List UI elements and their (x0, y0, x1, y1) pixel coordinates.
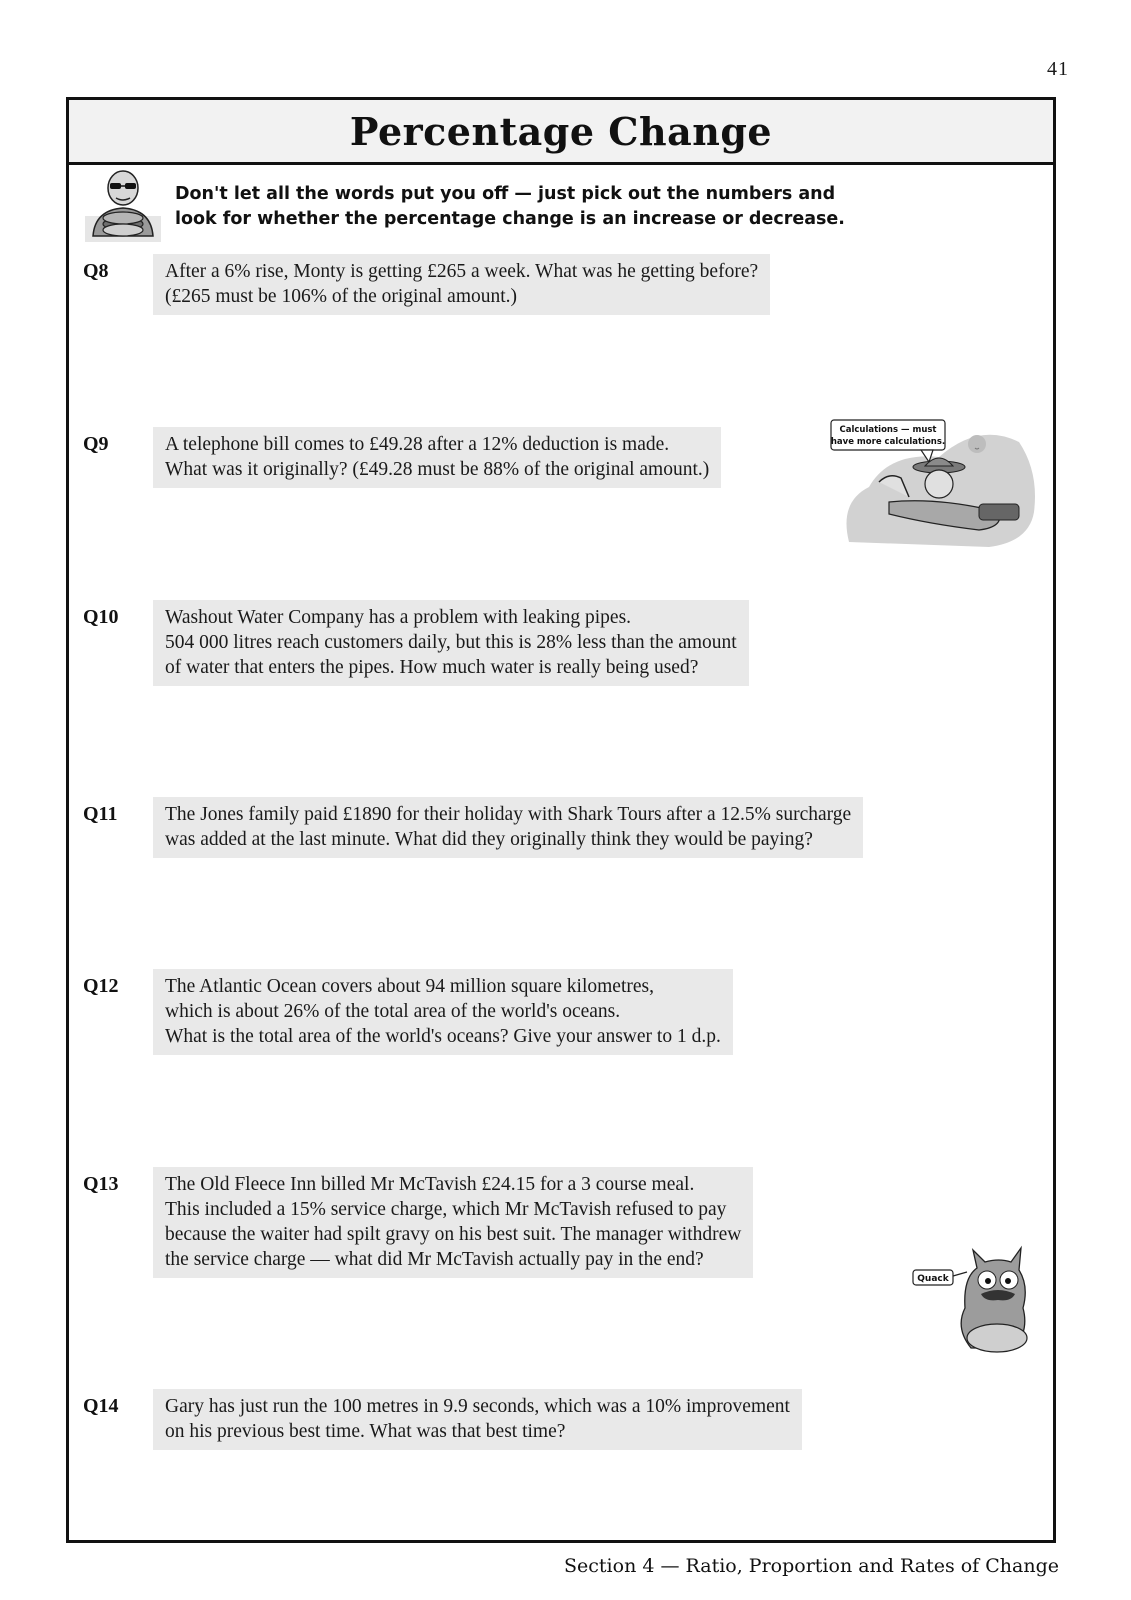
scout-speech-line: Calculations — must (839, 425, 937, 435)
question-line: on his previous best time. What was that best time? (165, 1421, 566, 1442)
owl-speech: Quack (917, 1274, 949, 1284)
scout-speech-line: have more calculations. (830, 437, 946, 447)
question-line: A telephone bill comes to £49.28 after a 12% deduction is made. (165, 434, 670, 455)
question-text-box (153, 254, 770, 315)
worksheet-frame (66, 97, 1056, 1543)
scout-calculating-illustration-icon (829, 412, 1044, 552)
question-line: What is the total area of the world's oceans? Give your answer to 1 d.p. (165, 1026, 721, 1047)
section-footer: Section 4 — Ratio, Proportion and Rates of Change (564, 1555, 1059, 1577)
question-text-box (153, 1389, 802, 1450)
page-title: Percentage Change (349, 108, 773, 154)
question-label: Q8 (83, 260, 109, 282)
question-label: Q9 (83, 433, 109, 455)
sunglasses-character-icon (83, 166, 163, 244)
tip-line: look for whether the percentage change is an increase or decrease. (175, 209, 845, 229)
tip-line: Don't let all the words put you off — just pick out the numbers and (175, 184, 836, 204)
question-line: 504 000 litres reach customers daily, but this is 28% less than the amount (165, 632, 737, 653)
question-line: the service charge — what did Mr McTavish actually pay in the end? (165, 1249, 704, 1270)
question-line: The Atlantic Ocean covers about 94 million square kilometres, (165, 976, 654, 997)
question-label: Q11 (83, 803, 118, 825)
question-line: The Old Fleece Inn billed Mr McTavish £24.15 for a 3 course meal. (165, 1174, 695, 1195)
question-line: Gary has just run the 100 metres in 9.9 seconds, which was a 10% improvement (165, 1396, 790, 1417)
question-text-box (153, 797, 863, 858)
tip-text (175, 182, 935, 232)
title-bar (69, 100, 1053, 165)
question-line: because the waiter had spilt gravy on his best suit. The manager withdrew (165, 1224, 742, 1245)
question-line: which is about 26% of the total area of the world's oceans. (165, 1001, 621, 1022)
question-line: of water that enters the pipes. How much water is really being used? (165, 657, 699, 678)
question-line: was added at the last minute. What did they originally think they would be paying? (165, 829, 813, 850)
question-line: What was it originally? (£49.28 must be 88% of the original amount.) (165, 459, 710, 480)
question-label: Q13 (83, 1173, 119, 1195)
question-line: After a 6% rise, Monty is getting £265 a week. What was he getting before? (165, 261, 759, 282)
question-text-box (153, 600, 749, 686)
owl-illustration-icon (911, 1238, 1031, 1358)
question-line: This included a 15% service charge, which Mr McTavish refused to pay (165, 1199, 727, 1220)
question-label: Q14 (83, 1395, 119, 1417)
question-text-box (153, 1167, 753, 1278)
question-line: (£265 must be 106% of the original amount.) (165, 286, 518, 307)
question-line: The Jones family paid £1890 for their holiday with Shark Tours after a 12.5% surcharge (165, 804, 852, 825)
question-label: Q10 (83, 606, 119, 628)
question-text-box (153, 427, 721, 488)
question-label: Q12 (83, 975, 119, 997)
question-text-box (153, 969, 733, 1055)
question-line: Washout Water Company has a problem with leaking pipes. (165, 607, 632, 628)
page-number: 41 (1047, 58, 1069, 80)
